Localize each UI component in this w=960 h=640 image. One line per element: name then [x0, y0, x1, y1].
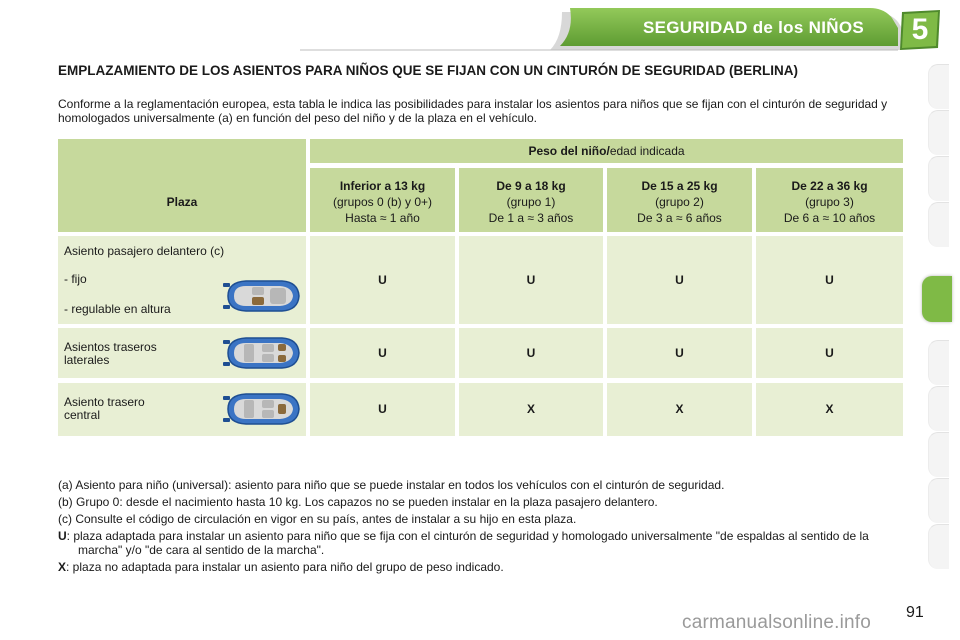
- column-title: De 22 a 36 kg: [791, 179, 868, 193]
- table-row-label: [58, 383, 306, 436]
- table-cell: [459, 328, 603, 378]
- side-tab-8[interactable]: [928, 432, 949, 477]
- column-age: De 6 a ≈ 10 años: [783, 211, 876, 225]
- column-age: De 1 a ≈ 3 años: [488, 211, 574, 225]
- intro-paragraph: Conforme a la reglamentación europea, esta tabla le indica las posibilidades para instalar los asientos para niños que se fijan con el cinturón de seguridad y homologados universalmente (a) en función del peso del niño y de la plaza en el vehículo.: [58, 97, 888, 125]
- table-cell: [756, 328, 903, 378]
- side-tab-2[interactable]: [928, 110, 949, 155]
- peso-header-cell: [310, 139, 903, 163]
- table-cell: [310, 236, 455, 324]
- side-tab-6[interactable]: [928, 340, 949, 385]
- page-header: [0, 0, 960, 62]
- row-sublabel: - fijo: [64, 272, 87, 286]
- legend-u-text: : plaza adaptada para instalar un asiento para niño que se fija con el cinturón de seguridad y homologado universalmente "de espaldas al sentido de la marcha" y/o "de cara al sentido de la marcha".: [66, 529, 869, 557]
- compat-mark: U: [378, 402, 387, 416]
- plaza-header: Plaza: [166, 195, 198, 209]
- section-title: SEGURIDAD de los NIÑOS: [642, 18, 864, 37]
- car-rear-center-seat-icon: [222, 389, 302, 429]
- chapter-badge: [896, 8, 944, 52]
- compat-mark: U: [675, 273, 684, 287]
- row-label: Asiento trasero: [64, 395, 145, 409]
- table-cell: [756, 383, 903, 436]
- page-title: EMPLAZAMIENTO DE LOS ASIENTOS PARA NIÑOS QUE SE FIJAN CON UN CINTURÓN DE SEGURIDAD (BERLINA): [58, 63, 799, 78]
- compat-mark: X: [675, 402, 684, 416]
- footnote-c: (c) Consulte el código de circulación en vigor en su país, antes de instalar a su hijo en esta plaza.: [58, 512, 577, 526]
- footnote-b: (b) Grupo 0: desde el nacimiento hasta 10 kg. Los capazos no se pueden instalar en la plaza pasajero delantero.: [58, 495, 658, 509]
- side-tab-4[interactable]: [928, 202, 949, 247]
- legend-u: [58, 529, 908, 557]
- row-label: Asientos traseros: [64, 340, 157, 354]
- column-group: (grupo 3): [805, 195, 854, 209]
- footnote-a: (a) Asiento para niño (universal): asiento para niño que se puede instalar en todos los vehículos con el cinturón de seguridad.: [58, 478, 725, 492]
- table-cell: [310, 383, 455, 436]
- compat-mark: X: [825, 402, 834, 416]
- row-label-line2: laterales: [64, 353, 110, 367]
- compat-mark: X: [526, 402, 535, 416]
- row-label: Asiento pasajero delantero (c): [64, 244, 225, 258]
- column-header-1: [310, 168, 455, 232]
- table-cell: [607, 328, 752, 378]
- side-tab-10[interactable]: [928, 524, 949, 569]
- legend-u-key: U: [58, 529, 67, 543]
- row-label-line2: central: [64, 408, 101, 422]
- car-rear-side-seats-icon: [222, 333, 302, 373]
- table-cell: [459, 383, 603, 436]
- page-number: 91: [906, 604, 924, 621]
- peso-header-rest: edad indicada: [609, 144, 685, 158]
- table-cell: [607, 236, 752, 324]
- compat-mark: U: [825, 346, 834, 360]
- table-cell: [459, 236, 603, 324]
- legend-x-text: : plaza no adaptada para instalar un asiento para niño del grupo de peso indicado.: [66, 560, 504, 574]
- row-sublabel: - regulable en altura: [64, 302, 171, 316]
- footnotes: [58, 478, 908, 577]
- chapter-number: 5: [911, 13, 929, 46]
- plaza-header-cell: [58, 139, 306, 232]
- peso-header-bold: Peso del niño/: [528, 144, 610, 158]
- side-tab-3[interactable]: [928, 156, 949, 201]
- watermark: carmanualsonline.info: [682, 612, 872, 633]
- side-tab-9[interactable]: [928, 478, 949, 523]
- compat-mark: U: [378, 346, 387, 360]
- compat-mark: U: [526, 273, 536, 287]
- column-header-2: [459, 168, 603, 232]
- table-row-label: [58, 328, 306, 378]
- compat-mark: U: [675, 346, 684, 360]
- side-tab-active[interactable]: [922, 276, 952, 322]
- table-cell: [607, 383, 752, 436]
- column-header-3: [607, 168, 752, 232]
- table-cell: [756, 236, 903, 324]
- column-age: De 3 a ≈ 6 años: [637, 211, 722, 225]
- column-group: (grupo 2): [655, 195, 704, 209]
- column-group: (grupo 1): [506, 195, 556, 209]
- column-title: De 9 a 18 kg: [496, 179, 566, 193]
- compat-mark: U: [526, 346, 536, 360]
- column-title: De 15 a 25 kg: [641, 179, 718, 193]
- legend-x: [58, 560, 908, 574]
- legend-x-key: X: [58, 560, 67, 574]
- compat-mark: U: [378, 273, 387, 287]
- table-row-label: [58, 236, 306, 324]
- side-tab-7[interactable]: [928, 386, 949, 431]
- side-tab-1[interactable]: [928, 64, 949, 109]
- column-group: (grupos 0 (b) y 0+): [332, 195, 433, 209]
- chapter-side-tabs: [928, 64, 960, 576]
- column-header-4: [756, 168, 903, 232]
- car-front-seat-icon: [222, 276, 302, 316]
- table-cell: [310, 328, 455, 378]
- column-title: Inferior a 13 kg: [339, 179, 426, 193]
- compat-mark: U: [825, 273, 834, 287]
- column-age: Hasta ≈ 1 año: [345, 211, 420, 225]
